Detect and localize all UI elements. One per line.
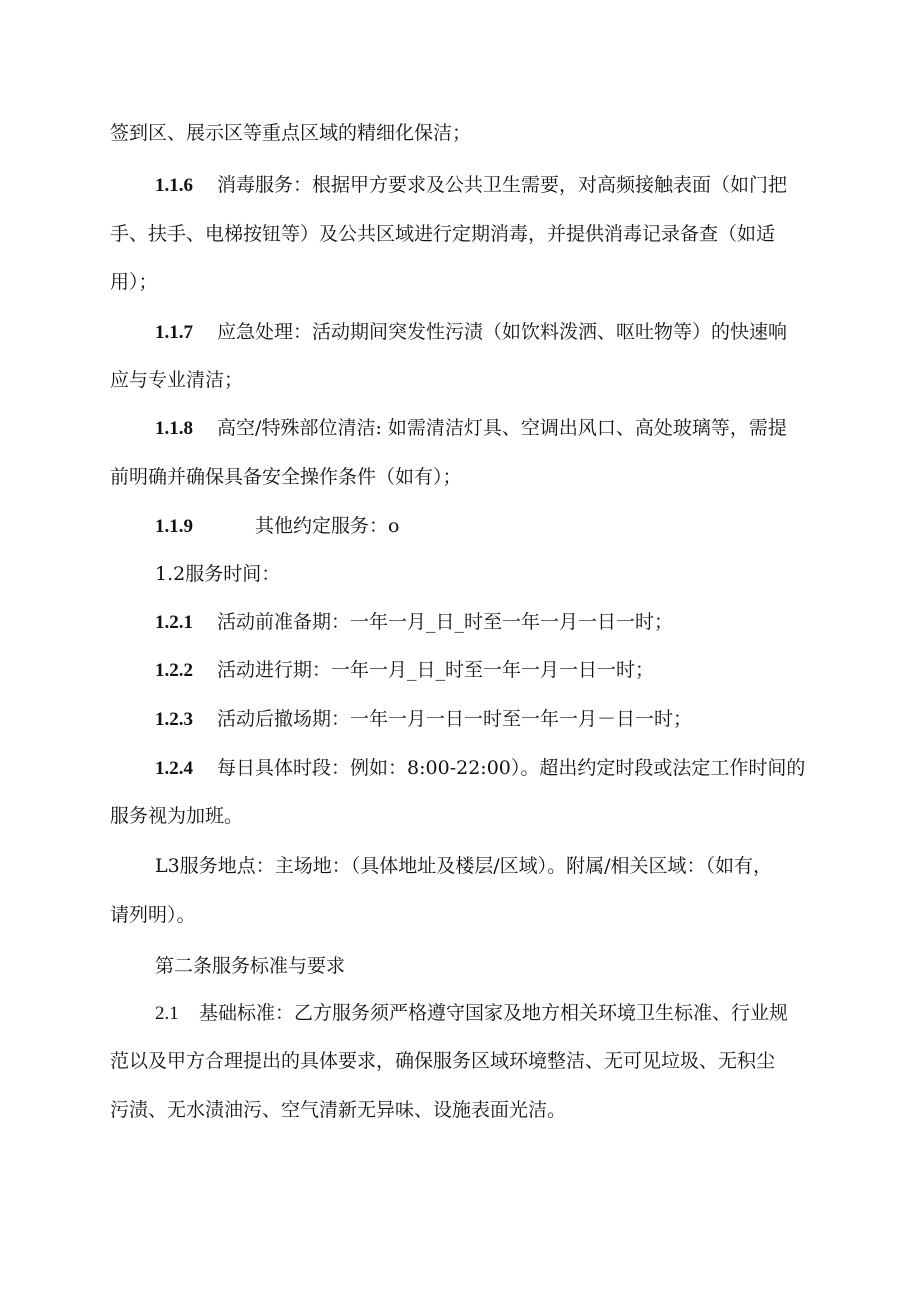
text-line [110, 465, 462, 489]
paragraph-text: 活动后撤场期：一年一月一日一时至一年一月－日一时； [217, 708, 693, 730]
paragraph-text: 服务视为加班。 [110, 805, 244, 827]
paragraph-text: 请列明）。 [110, 904, 196, 926]
paragraph-text: 高空/特殊部位清洁: 如需清洁灯具、空调出风口、高处玻璃等，需提 [217, 417, 787, 439]
clause-number: 1.1.9 [155, 516, 193, 537]
clause-2-1 [155, 1001, 788, 1025]
clause-number: 1.1.6 [155, 175, 193, 196]
paragraph-text: 用）； [110, 271, 158, 293]
section-heading-1-2 [155, 562, 280, 586]
section-heading-1-3 [155, 854, 772, 878]
article-heading [155, 954, 345, 978]
paragraph-text: 前明确并确保具备安全操作条件（如有）； [110, 466, 462, 488]
text-line [110, 903, 196, 927]
paragraph-text: 手、扶手、电梯按钮等）及公共区域进行定期消毒，并提供消毒记录备查（如适 [110, 223, 776, 245]
paragraph-text: 其他约定服务：o [255, 515, 400, 537]
paragraph-text: 1.2服务时间： [155, 563, 281, 585]
paragraph-text: 应急处理：活动期间突发性污渍（如饮料泼洒、呕吐物等）的快速响 [217, 321, 788, 343]
clause-number: 1.1.8 [155, 418, 193, 439]
paragraph-text: 第二条服务标准与要求 [155, 955, 346, 977]
text-line [110, 368, 243, 392]
paragraph-text: 签到区、展示区等重点区域的精细化保洁； [110, 122, 472, 144]
clause-1-2-3 [155, 707, 692, 731]
clause-number: 1.2.4 [155, 758, 193, 779]
paragraph-text: 应与专业清洁； [110, 369, 244, 391]
text-line [110, 1049, 775, 1073]
paragraph-text: 活动前准备期：一年一月_日_时至一年一月一日一时； [217, 611, 674, 633]
paragraph-text: 基础标准：乙方服务须严格遵守国家及地方相关环境卫生标准、行业规 [199, 1002, 789, 1024]
paragraph-text: 每日具体时段：例如：8:00-22:00）。超出约定时段或法定工作时间的 [217, 757, 806, 779]
clause-1-1-8 [155, 416, 787, 440]
paragraph-text: 范以及甲方合理提出的具体要求，确保服务区域环境整洁、无可见垃圾、无积尘 [110, 1050, 776, 1072]
clause-1-1-6 [155, 173, 787, 197]
clause-number: 1.2.1 [155, 612, 193, 633]
text-line [110, 270, 158, 294]
text-line [110, 222, 775, 246]
clause-1-2-2 [155, 658, 654, 682]
paragraph-text: 污渍、无水渍油污、空气清新无异味、设施表面光洁。 [110, 1099, 567, 1121]
paragraph-text: L3服务地点：主场地：（具体地址及楼层/区域）。附属/相关区域：（如有， [155, 855, 773, 877]
text-line [110, 121, 471, 145]
text-line [110, 804, 243, 828]
paragraph-text: 活动进行期：一年一月_日_时至一年一月一日一时； [217, 659, 655, 681]
clause-1-1-7 [155, 320, 787, 344]
clause-1-1-9 [155, 514, 400, 538]
text-line [110, 1098, 566, 1122]
clause-number: 1.1.7 [155, 322, 193, 343]
clause-number: 1.2.2 [155, 660, 193, 681]
clause-1-2-4 [155, 756, 805, 780]
clause-number: 2.1 [155, 1003, 179, 1024]
clause-1-2-1 [155, 610, 673, 634]
paragraph-text: 消毒服务：根据甲方要求及公共卫生需要，对高频接触表面（如门把 [217, 174, 788, 196]
clause-number: 1.2.3 [155, 709, 193, 730]
